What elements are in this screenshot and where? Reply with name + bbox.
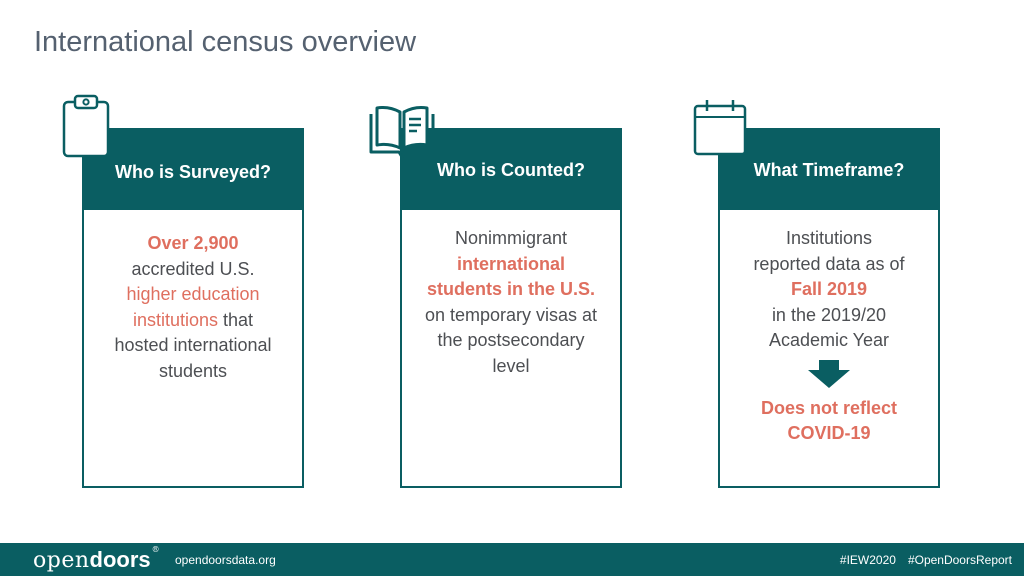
page-title: International census overview	[34, 26, 417, 58]
highlight-text: international	[456, 253, 565, 274]
card-who-surveyed	[82, 128, 304, 488]
down-arrow-icon	[808, 360, 850, 388]
surveyed-count: Over 2,900	[147, 233, 239, 253]
card-text-line: hosted international	[114, 335, 272, 355]
card-heading-text: Who is Surveyed?	[114, 162, 272, 182]
card-body	[84, 210, 302, 384]
card-text-line: reported data as of	[753, 253, 905, 274]
card-text-line: the postsecondary	[437, 330, 585, 350]
hashtags	[840, 553, 1012, 567]
hashtag-opendoors: #OpenDoorsReport	[907, 553, 1012, 567]
website-link[interactable]: opendoorsdata.org	[175, 553, 276, 567]
card-text-line: level	[492, 355, 530, 376]
opendoors-logo: opendoors®	[33, 545, 161, 573]
highlight-text: Fall 2019	[790, 279, 868, 299]
card-heading-text: Who is Counted?	[437, 160, 585, 180]
card-text-line: higher education	[126, 284, 260, 304]
covid-note: Does not reflect	[760, 397, 898, 418]
highlight-text: students in the U.S.	[426, 279, 595, 299]
hashtag-iew: #IEW2020	[839, 553, 896, 567]
card-text-line	[90, 308, 296, 334]
card-body	[402, 210, 620, 379]
covid-note: COVID-19	[787, 423, 871, 443]
card-text-line: on temporary visas at	[424, 304, 598, 325]
card-text-line: students	[158, 360, 228, 381]
calendar-icon	[690, 98, 750, 158]
card-text-line: Academic Year	[768, 330, 890, 350]
card-body	[720, 210, 938, 447]
card-text-line: Nonimmigrant	[454, 228, 568, 248]
card-timeframe	[718, 128, 940, 488]
card-text-line: accredited U.S.	[131, 258, 255, 279]
highlight-text: institutions	[132, 309, 218, 330]
card-text-line: in the 2019/20	[771, 304, 887, 325]
footer-bar	[0, 543, 1024, 576]
open-book-icon	[367, 102, 437, 160]
card-text-line: Institutions	[785, 228, 873, 248]
clipboard-icon	[58, 92, 114, 158]
card-heading	[84, 130, 302, 210]
card-who-counted	[400, 128, 622, 488]
card-heading-text: What Timeframe?	[753, 160, 905, 180]
card-heading	[720, 130, 938, 210]
plain-text: that	[218, 309, 254, 330]
